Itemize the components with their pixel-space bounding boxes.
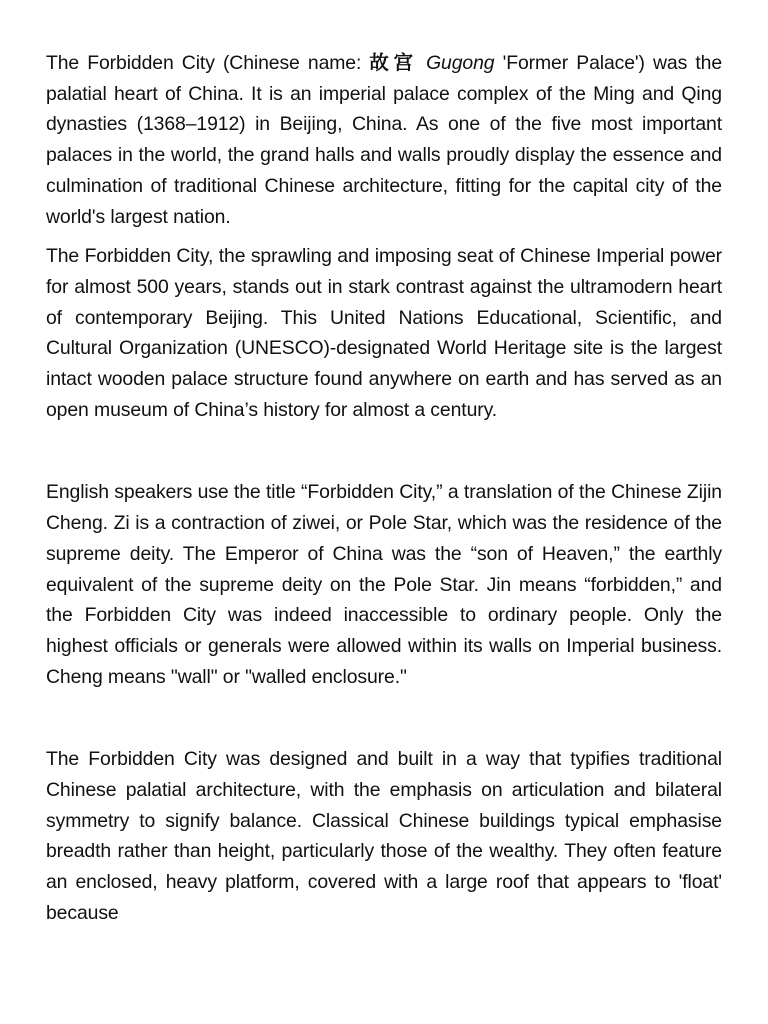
gugong-italic: Gugong [426,52,495,74]
paragraph-intro [46,48,722,232]
chinese-characters: 故宫 [369,51,418,74]
intro-text-start: The Forbidden City (Chinese name: [46,52,370,74]
paragraph-architecture: The Forbidden City was designed and built in a way that typifies traditional Chinese palatial architecture, with the emphasis on articulation and bilateral symmetry to signify balance. Classical Chinese buildings typical emphasise breadth rather than height, particularly those of the wealthy. They often feature an enclosed, heavy platform, covered with a large roof that appears to 'float' because [46,748,722,924]
intro-text-rest: 'Former Palace') was the palatial heart of China. It is an imperial palace complex of the Ming and Qing dynasties (1368–1912) in Beijing, China. As one of the five most important palaces in the world, the grand halls and walls proudly display the essence and culmination of traditional Chinese architecture, fitting for the capital city of the world's largest nation. [46,52,722,228]
intro-space [418,52,426,74]
paragraph-name-origin: English speakers use the title “Forbidden City,” a translation of the Chinese Zijin Cheng. Zi is a contraction of ziwei, or Pole Star, which was the residence of the supreme deity. The Emperor of China was the “son of Heaven,” the earthly equivalent of the supreme deity on the Pole Star. Jin means “forbidden,” and the Forbidden City was indeed inaccessible to ordinary people. Only the highest officials or generals were allowed within its walls on Imperial business. Cheng means "wall" or "walled enclosure." [46,481,722,688]
paragraph-unesco: The Forbidden City, the sprawling and imposing seat of Chinese Imperial power for almost 500 years, stands out in stark contrast against the ultramodern heart of contemporary Beijing. This United Nations Educational, Scientific, and Cultural Organization (UNESCO)-designated World Heritage site is the largest intact wooden palace structure found anywhere on earth and has served as an open museum of China’s history for almost a century. [46,245,722,421]
document-page [46,48,722,929]
